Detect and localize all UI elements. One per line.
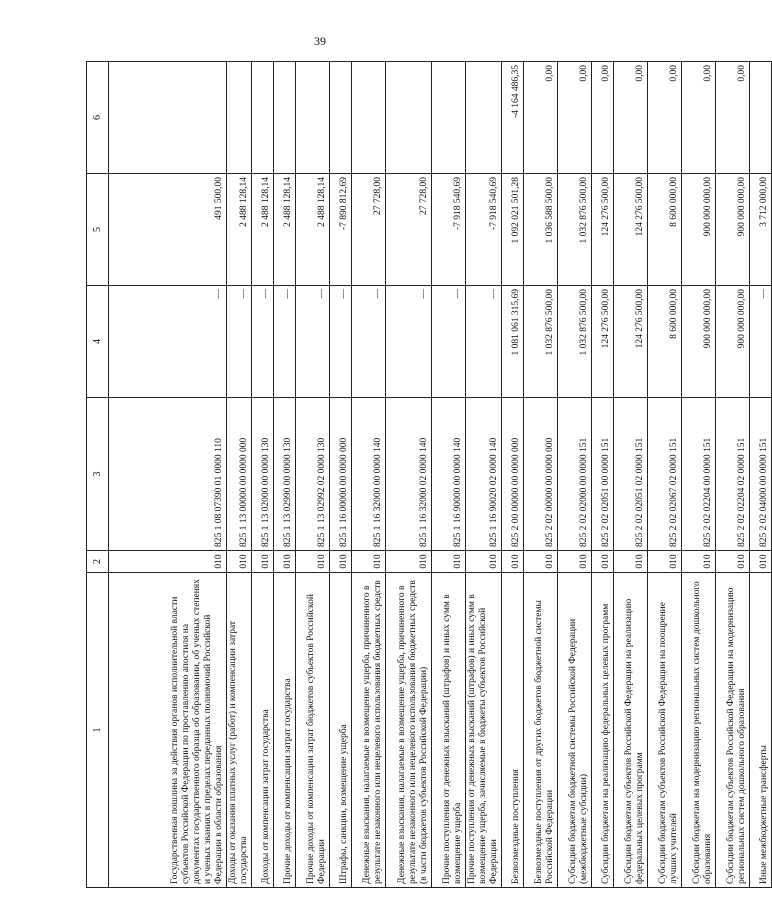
row-approved-amount: — bbox=[329, 286, 351, 398]
row-approved-amount: — bbox=[295, 286, 329, 398]
row-code: 010 bbox=[465, 551, 501, 573]
row-unexecuted-amount bbox=[749, 62, 771, 174]
row-executed-amount: 27 728,00 bbox=[385, 174, 431, 286]
row-budget-code: 825 1 13 02992 02 0000 130 bbox=[295, 398, 329, 551]
row-budget-code: 825 1 16 32000 00 0000 140 bbox=[351, 398, 385, 551]
row-code: 010 bbox=[715, 551, 749, 573]
table-row bbox=[109, 62, 227, 888]
row-approved-amount: 124 276 500,00 bbox=[591, 286, 613, 398]
row-approved-amount: — bbox=[749, 286, 771, 398]
row-executed-amount: -7 918 540,69 bbox=[431, 174, 465, 286]
row-approved-amount: — bbox=[251, 286, 273, 398]
row-unexecuted-amount: 0,00 bbox=[523, 62, 557, 174]
row-name: Штрафы, санкции, возмещение ущерба bbox=[329, 573, 351, 888]
row-unexecuted-amount bbox=[227, 62, 252, 174]
table-row bbox=[251, 62, 273, 888]
row-code: 010 bbox=[591, 551, 613, 573]
row-name: Прочие поступления от денежных взысканий (штрафов) и иных сумм в возмещение ущерба bbox=[431, 573, 465, 888]
table-row bbox=[227, 62, 252, 888]
row-name: Доходы от оказания платных услуг (работ) и компенсации затрат государства bbox=[227, 573, 252, 888]
row-budget-code: 825 2 00 00000 00 0000 000 bbox=[501, 398, 523, 551]
table-row bbox=[681, 62, 715, 888]
table-row bbox=[329, 62, 351, 888]
row-unexecuted-amount: 0,00 bbox=[715, 62, 749, 174]
row-code: 010 bbox=[431, 551, 465, 573]
row-name: Субсидии бюджетам субъектов Российской Федерации на реализацию федеральных целевых программ bbox=[613, 573, 647, 888]
row-name: Безвозмездные поступления от других бюджетов бюджетной системы Российской Федерации bbox=[523, 573, 557, 888]
row-code: 010 bbox=[109, 551, 227, 573]
row-name: Субсидии бюджетам субъектов Российской Федерации на модернизацию региональных систем дошкольного образования bbox=[715, 573, 749, 888]
table-row bbox=[465, 62, 501, 888]
row-executed-amount: 1 036 588 500,00 bbox=[523, 174, 557, 286]
row-unexecuted-amount bbox=[295, 62, 329, 174]
row-executed-amount: 3 712 000,00 bbox=[749, 174, 771, 286]
row-name: Прочие доходы от компенсации затрат государства bbox=[273, 573, 295, 888]
rotated-table-area bbox=[86, 62, 769, 888]
row-name: Субсидии бюджетам субъектов Российской Федерации на поощрение лучших учителей bbox=[647, 573, 681, 888]
header-col-6: 6 bbox=[87, 62, 109, 174]
table-body bbox=[109, 62, 772, 888]
table-header-row bbox=[87, 62, 109, 888]
row-name: Прочие доходы от компенсации затрат бюджетов субъектов Российской Федерации bbox=[295, 573, 329, 888]
row-approved-amount: — bbox=[351, 286, 385, 398]
row-unexecuted-amount: 0,00 bbox=[681, 62, 715, 174]
row-budget-code: 825 2 02 02051 00 0000 151 bbox=[591, 398, 613, 551]
table-row bbox=[273, 62, 295, 888]
row-executed-amount: 900 000 000,00 bbox=[681, 174, 715, 286]
header-col-4: 4 bbox=[87, 286, 109, 398]
row-executed-amount: 1 032 876 500,00 bbox=[557, 174, 591, 286]
row-name: Доходы от компенсации затрат государства bbox=[251, 573, 273, 888]
row-budget-code: 825 1 08 07390 01 0000 110 bbox=[109, 398, 227, 551]
row-code: 010 bbox=[351, 551, 385, 573]
row-budget-code: 825 1 16 00000 00 0000 000 bbox=[329, 398, 351, 551]
row-approved-amount: 8 600 000,00 bbox=[647, 286, 681, 398]
row-approved-amount: — bbox=[273, 286, 295, 398]
row-code: 010 bbox=[523, 551, 557, 573]
row-code: 010 bbox=[501, 551, 523, 573]
row-name: Денежные взыскания, налагаемые в возмещение ущерба, причиненного в результате незаконного или нецелевого использования бюджетных средств (в части бюджетов субъектов Российской Федерации) bbox=[385, 573, 431, 888]
row-code: 010 bbox=[295, 551, 329, 573]
row-code: 010 bbox=[613, 551, 647, 573]
row-executed-amount: 491 500,00 bbox=[109, 174, 227, 286]
table-row bbox=[501, 62, 523, 888]
page-number: 39 bbox=[314, 34, 326, 48]
row-approved-amount: — bbox=[227, 286, 252, 398]
row-budget-code: 825 2 02 02204 00 0000 151 bbox=[681, 398, 715, 551]
row-name: Субсидии бюджетам на модернизацию региональных систем дошкольного образования bbox=[681, 573, 715, 888]
row-executed-amount: 27 728,00 bbox=[351, 174, 385, 286]
header-col-1: 1 bbox=[87, 573, 109, 888]
row-executed-amount: 124 276 500,00 bbox=[591, 174, 613, 286]
row-approved-amount: 900 000 000,00 bbox=[681, 286, 715, 398]
row-unexecuted-amount bbox=[431, 62, 465, 174]
row-budget-code: 825 1 13 02000 00 0000 130 bbox=[251, 398, 273, 551]
row-unexecuted-amount: 0,00 bbox=[647, 62, 681, 174]
table-row bbox=[351, 62, 385, 888]
row-unexecuted-amount bbox=[465, 62, 501, 174]
row-name: Государственная пошлина за действия органов исполнительной власти субъектов Российской Федерации по проставлению апостиля на документах государственного образца об образовании, об ученых степенях и ученых званиях в пределах переданных полномочий Российской Федерации в области образования bbox=[109, 573, 227, 888]
row-budget-code: 825 1 16 90000 00 0000 140 bbox=[431, 398, 465, 551]
row-code: 010 bbox=[557, 551, 591, 573]
row-budget-code: 825 1 16 32000 02 0000 140 bbox=[385, 398, 431, 551]
row-executed-amount: 2 488 128,14 bbox=[273, 174, 295, 286]
row-name: Безвозмездные поступления bbox=[501, 573, 523, 888]
row-name: Денежные взыскания, налагаемые в возмещение ущерба, причиненного в результате незаконного или нецелевого использования бюджетных средств bbox=[351, 573, 385, 888]
table-row bbox=[557, 62, 591, 888]
row-budget-code: 825 2 02 02067 02 0000 151 bbox=[647, 398, 681, 551]
row-executed-amount: 1 092 021 501,28 bbox=[501, 174, 523, 286]
row-approved-amount: — bbox=[109, 286, 227, 398]
row-unexecuted-amount: -4 164 486,35 bbox=[501, 62, 523, 174]
table-row bbox=[715, 62, 749, 888]
row-budget-code: 825 2 02 02051 02 0000 151 bbox=[613, 398, 647, 551]
row-name: Прочие поступления от денежных взысканий (штрафов) и иных сумм в возмещение ущерба, зачисляемые в бюджеты субъектов Российской Федерации bbox=[465, 573, 501, 888]
row-unexecuted-amount bbox=[385, 62, 431, 174]
row-code: 010 bbox=[749, 551, 771, 573]
row-name: Иные межбюджетные трансферты bbox=[749, 573, 771, 888]
header-col-2: 2 bbox=[87, 551, 109, 573]
header-col-3: 3 bbox=[87, 398, 109, 551]
row-unexecuted-amount bbox=[273, 62, 295, 174]
budget-table bbox=[86, 61, 772, 888]
row-budget-code: 825 2 02 02000 00 0000 151 bbox=[557, 398, 591, 551]
row-unexecuted-amount: 0,00 bbox=[557, 62, 591, 174]
row-code: 010 bbox=[385, 551, 431, 573]
row-budget-code: 825 1 16 90020 02 0000 140 bbox=[465, 398, 501, 551]
row-approved-amount: 124 276 500,00 bbox=[613, 286, 647, 398]
row-budget-code: 825 1 13 02990 00 0000 130 bbox=[273, 398, 295, 551]
row-budget-code: 825 2 02 00000 00 0000 000 bbox=[523, 398, 557, 551]
row-executed-amount: 2 488 128,14 bbox=[295, 174, 329, 286]
row-code: 010 bbox=[329, 551, 351, 573]
row-approved-amount: 1 081 061 315,69 bbox=[501, 286, 523, 398]
row-code: 010 bbox=[681, 551, 715, 573]
row-executed-amount: 2 488 128,14 bbox=[251, 174, 273, 286]
row-unexecuted-amount bbox=[329, 62, 351, 174]
table-row bbox=[385, 62, 431, 888]
row-budget-code: 825 2 02 04000 00 0000 151 bbox=[749, 398, 771, 551]
row-code: 010 bbox=[647, 551, 681, 573]
row-unexecuted-amount bbox=[351, 62, 385, 174]
row-approved-amount: — bbox=[465, 286, 501, 398]
table-row bbox=[749, 62, 771, 888]
rotated-table-container bbox=[86, 62, 769, 888]
row-executed-amount: 2 488 128,14 bbox=[227, 174, 252, 286]
row-budget-code: 825 1 13 00000 00 0000 000 bbox=[227, 398, 252, 551]
table-row bbox=[295, 62, 329, 888]
row-approved-amount: 900 000 000,00 bbox=[715, 286, 749, 398]
table-row bbox=[591, 62, 613, 888]
row-code: 010 bbox=[251, 551, 273, 573]
row-approved-amount: 1 032 876 500,00 bbox=[523, 286, 557, 398]
row-executed-amount: 8 600 000,00 bbox=[647, 174, 681, 286]
row-unexecuted-amount bbox=[109, 62, 227, 174]
table-row bbox=[523, 62, 557, 888]
row-executed-amount: -7 918 540,69 bbox=[465, 174, 501, 286]
row-name: Субсидии бюджетам бюджетной системы Российской Федерации (межбюджетные субсидии) bbox=[557, 573, 591, 888]
row-name: Субсидии бюджетам на реализацию федеральных целевых программ bbox=[591, 573, 613, 888]
table-row bbox=[647, 62, 681, 888]
row-code: 010 bbox=[273, 551, 295, 573]
row-code: 010 bbox=[227, 551, 252, 573]
row-executed-amount: -7 890 812,69 bbox=[329, 174, 351, 286]
row-executed-amount: 124 276 500,00 bbox=[613, 174, 647, 286]
row-budget-code: 825 2 02 02204 02 0000 151 bbox=[715, 398, 749, 551]
row-approved-amount: 1 032 876 500,00 bbox=[557, 286, 591, 398]
row-unexecuted-amount: 0,00 bbox=[591, 62, 613, 174]
header-col-5: 5 bbox=[87, 174, 109, 286]
row-unexecuted-amount bbox=[251, 62, 273, 174]
row-approved-amount: — bbox=[385, 286, 431, 398]
row-unexecuted-amount: 0,00 bbox=[613, 62, 647, 174]
row-approved-amount: — bbox=[431, 286, 465, 398]
table-row bbox=[431, 62, 465, 888]
row-executed-amount: 900 000 000,00 bbox=[715, 174, 749, 286]
table-row bbox=[613, 62, 647, 888]
